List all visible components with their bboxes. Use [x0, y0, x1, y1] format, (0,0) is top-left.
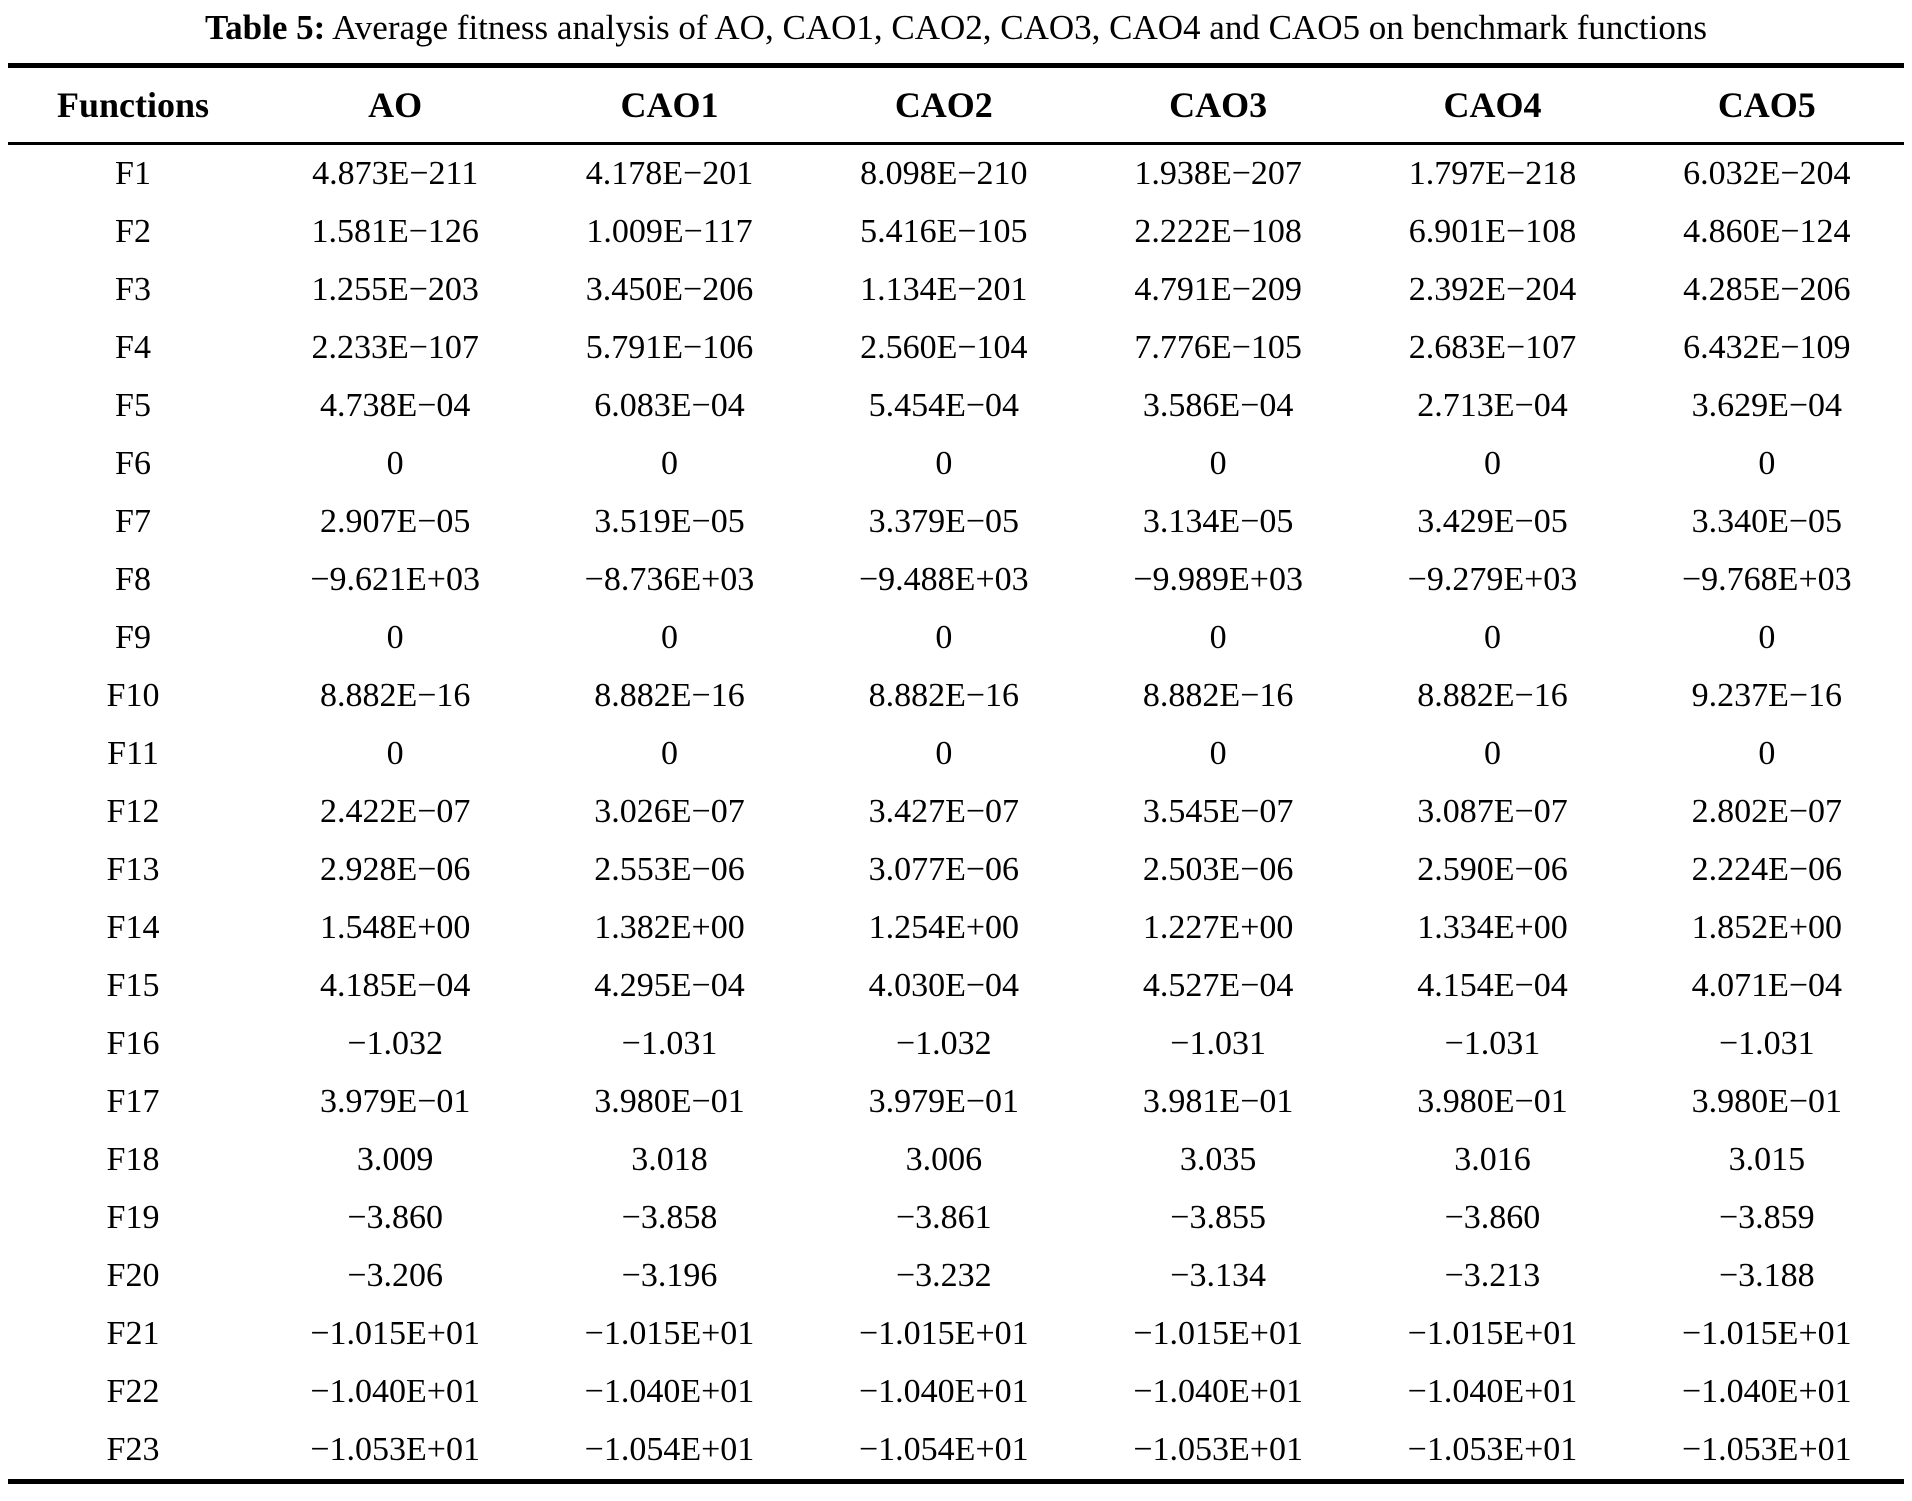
fitness-value: 1.581E−126 [311, 213, 479, 250]
fitness-value: 2.233E−107 [311, 329, 479, 366]
fitness-value: 1.797E−218 [1408, 155, 1577, 192]
fitness-value: 0 [660, 619, 678, 656]
fitness-value: 3.980E−01 [1417, 1083, 1568, 1120]
fitness-value: 6.032E−204 [1683, 155, 1851, 192]
table-row [8, 551, 1904, 609]
fitness-value: 5.454E−04 [868, 387, 1020, 424]
table-row [8, 1189, 1904, 1247]
fitness-value: 3.026E−07 [594, 793, 745, 830]
fitness-value: −1.031 [1444, 1025, 1541, 1062]
fitness-value: 1.227E+00 [1142, 909, 1294, 946]
fitness-value: −3.858 [621, 1199, 718, 1236]
table-row [8, 957, 1904, 1015]
fitness-value: 0 [1483, 619, 1501, 656]
fitness-value: −1.015E+01 [310, 1315, 480, 1352]
column-header-functions: Functions [8, 66, 258, 144]
table-row [8, 1363, 1904, 1421]
table-row [8, 144, 1904, 204]
fitness-value: 2.713E−04 [1417, 387, 1568, 424]
fitness-value: 5.416E−105 [860, 213, 1028, 250]
fitness-value: 4.295E−04 [594, 967, 745, 1004]
fitness-value: −1.032 [895, 1025, 992, 1062]
fitness-value: 9.237E−16 [1691, 677, 1843, 714]
fitness-value: 4.285E−206 [1683, 271, 1851, 308]
function-label: F12 [106, 793, 160, 830]
fitness-value: −3.213 [1444, 1257, 1541, 1294]
fitness-value: −1.015E+01 [1133, 1315, 1303, 1352]
table-caption-text: Average fitness analysis of AO, CAO1, CAO2, CAO3, CAO4 and CAO5 on benchmark functions [325, 8, 1707, 47]
table-row [8, 1015, 1904, 1073]
fitness-value: −1.053E+01 [1407, 1431, 1578, 1468]
fitness-value: 3.035 [1179, 1141, 1257, 1178]
fitness-value: −1.040E+01 [1133, 1373, 1303, 1410]
fitness-value: −1.053E+01 [1682, 1431, 1852, 1468]
fitness-value: 0 [386, 445, 404, 482]
function-label: F6 [115, 445, 151, 482]
fitness-value: 0 [386, 735, 404, 772]
fitness-value: 1.254E+00 [868, 909, 1020, 946]
fitness-value: 3.979E−01 [319, 1083, 471, 1120]
fitness-value: 0 [1483, 735, 1501, 772]
function-label: F8 [115, 561, 151, 598]
fitness-value: 1.009E−117 [586, 213, 753, 250]
header-row [8, 66, 1904, 144]
table-row [8, 725, 1904, 783]
fitness-value: 1.938E−207 [1134, 155, 1302, 192]
function-label: F14 [106, 909, 160, 946]
function-label: F10 [106, 677, 160, 714]
column-header-cao3: CAO3 [1081, 66, 1355, 144]
function-label: F3 [115, 271, 151, 308]
fitness-value: −1.040E+01 [1407, 1373, 1578, 1410]
fitness-value: −3.232 [895, 1257, 992, 1294]
fitness-value: 3.980E−01 [594, 1083, 745, 1120]
fitness-value: 3.981E−01 [1142, 1083, 1294, 1120]
fitness-value: 1.382E+00 [594, 909, 745, 946]
table-row [8, 667, 1904, 725]
function-label: F4 [115, 329, 151, 366]
fitness-value: 3.009 [356, 1141, 434, 1178]
fitness-value: 1.548E+00 [319, 909, 471, 946]
fitness-value: 8.882E−16 [319, 677, 471, 714]
function-label: F11 [107, 735, 159, 772]
fitness-value: 3.340E−05 [1691, 503, 1843, 540]
fitness-value: 0 [1209, 445, 1227, 482]
function-label: F15 [106, 967, 160, 1004]
column-header-cao1: CAO1 [532, 66, 806, 144]
fitness-value: 4.860E−124 [1683, 213, 1851, 250]
function-label: F2 [115, 213, 151, 250]
fitness-value: 0 [935, 735, 953, 772]
fitness-value: 2.590E−06 [1417, 851, 1568, 888]
fitness-value: −9.488E+03 [859, 561, 1029, 598]
function-label: F5 [115, 387, 151, 424]
fitness-value: 3.429E−05 [1417, 503, 1568, 540]
table-header [8, 66, 1904, 144]
fitness-value: 3.379E−05 [868, 503, 1020, 540]
fitness-value: 3.077E−06 [868, 851, 1020, 888]
table-caption-label: Table 5: [205, 8, 326, 47]
fitness-value: 7.776E−105 [1134, 329, 1302, 366]
fitness-value: 2.222E−108 [1134, 213, 1302, 250]
fitness-value: 3.016 [1454, 1141, 1531, 1178]
fitness-value: 4.178E−201 [585, 155, 754, 192]
fitness-value: −3.860 [1444, 1199, 1541, 1236]
fitness-value: 1.134E−201 [860, 271, 1028, 308]
fitness-value: −3.134 [1170, 1257, 1266, 1294]
fitness-value: 2.553E−06 [594, 851, 745, 888]
table-row [8, 493, 1904, 551]
fitness-table [8, 63, 1904, 1484]
function-label: F9 [115, 619, 151, 656]
fitness-value: 1.852E+00 [1691, 909, 1843, 946]
fitness-value: −3.196 [621, 1257, 718, 1294]
table-row [8, 435, 1904, 493]
fitness-value: 3.629E−04 [1691, 387, 1843, 424]
fitness-value: 3.519E−05 [594, 503, 745, 540]
table-row [8, 609, 1904, 667]
fitness-value: −1.015E+01 [1407, 1315, 1578, 1352]
fitness-value: 6.432E−109 [1683, 329, 1851, 366]
fitness-value: −1.054E+01 [859, 1431, 1029, 1468]
fitness-value: −9.279E+03 [1407, 561, 1578, 598]
fitness-value: 0 [1483, 445, 1501, 482]
table-row [8, 261, 1904, 319]
fitness-value: 0 [1209, 735, 1227, 772]
table-row [8, 841, 1904, 899]
table-caption [0, 0, 1912, 48]
fitness-value: 4.791E−209 [1134, 271, 1302, 308]
fitness-value: 4.154E−04 [1417, 967, 1568, 1004]
fitness-value: −1.040E+01 [584, 1373, 755, 1410]
fitness-value: 8.882E−16 [868, 677, 1020, 714]
fitness-value: −1.031 [621, 1025, 718, 1062]
fitness-value: 6.083E−04 [594, 387, 745, 424]
fitness-value: 3.015 [1728, 1141, 1806, 1178]
table-row [8, 1131, 1904, 1189]
fitness-value: −3.206 [347, 1257, 443, 1294]
fitness-value: 2.224E−06 [1691, 851, 1843, 888]
function-label: F17 [106, 1083, 160, 1120]
fitness-value: 4.527E−04 [1142, 967, 1294, 1004]
fitness-value: 3.134E−05 [1142, 503, 1294, 540]
column-header-cao2: CAO2 [807, 66, 1081, 144]
fitness-value: 3.979E−01 [868, 1083, 1020, 1120]
function-label: F19 [106, 1199, 160, 1236]
fitness-value: −3.188 [1718, 1257, 1815, 1294]
fitness-value: −1.015E+01 [1682, 1315, 1852, 1352]
fitness-value: 3.427E−07 [868, 793, 1020, 830]
function-label: F18 [106, 1141, 160, 1178]
column-header-cao5: CAO5 [1630, 66, 1904, 144]
fitness-value: 0 [935, 619, 953, 656]
table-body [8, 144, 1904, 1482]
table-row [8, 899, 1904, 957]
fitness-value: −3.859 [1718, 1199, 1815, 1236]
fitness-value: −1.031 [1718, 1025, 1815, 1062]
column-header-ao: AO [258, 66, 532, 144]
fitness-value: 4.873E−211 [312, 155, 479, 192]
function-label: F21 [106, 1315, 160, 1352]
fitness-value: 3.018 [631, 1141, 708, 1178]
fitness-value: 4.030E−04 [868, 967, 1020, 1004]
fitness-value: 2.560E−104 [860, 329, 1028, 366]
fitness-value: 0 [935, 445, 953, 482]
table-row [8, 1305, 1904, 1363]
table-row [8, 203, 1904, 261]
fitness-value: 0 [386, 619, 404, 656]
fitness-value: −1.032 [347, 1025, 443, 1062]
fitness-value: −1.053E+01 [310, 1431, 480, 1468]
fitness-value: 2.907E−05 [319, 503, 471, 540]
fitness-value: 2.422E−07 [319, 793, 471, 830]
fitness-value: 6.901E−108 [1408, 213, 1577, 250]
fitness-value: 2.802E−07 [1691, 793, 1843, 830]
table-row [8, 377, 1904, 435]
function-label: F16 [106, 1025, 160, 1062]
fitness-value: −8.736E+03 [584, 561, 755, 598]
fitness-value: −9.768E+03 [1682, 561, 1852, 598]
fitness-value: −1.015E+01 [584, 1315, 755, 1352]
fitness-value: 8.882E−16 [1417, 677, 1568, 714]
fitness-value: 4.738E−04 [319, 387, 471, 424]
fitness-value: −1.040E+01 [1682, 1373, 1852, 1410]
fitness-value: 3.545E−07 [1142, 793, 1294, 830]
fitness-value: −1.040E+01 [310, 1373, 480, 1410]
table-row [8, 1073, 1904, 1131]
fitness-value: −1.040E+01 [859, 1373, 1029, 1410]
fitness-value: 0 [660, 735, 678, 772]
fitness-value: 3.980E−01 [1691, 1083, 1843, 1120]
fitness-value: 0 [1758, 735, 1776, 772]
fitness-value: 8.882E−16 [594, 677, 745, 714]
fitness-value: 8.882E−16 [1142, 677, 1294, 714]
fitness-value: 0 [1758, 619, 1776, 656]
fitness-value: −1.015E+01 [859, 1315, 1029, 1352]
fitness-value: 0 [1758, 445, 1776, 482]
table-row [8, 783, 1904, 841]
fitness-value: −1.054E+01 [584, 1431, 755, 1468]
function-label: F7 [115, 503, 151, 540]
function-label: F23 [106, 1431, 160, 1468]
fitness-value: 3.087E−07 [1417, 793, 1568, 830]
fitness-value: 8.098E−210 [860, 155, 1028, 192]
table-row [8, 319, 1904, 377]
fitness-value: 1.334E+00 [1417, 909, 1568, 946]
fitness-value: −1.031 [1170, 1025, 1266, 1062]
fitness-value: −3.861 [895, 1199, 992, 1236]
fitness-value: 0 [660, 445, 678, 482]
fitness-value: 2.928E−06 [319, 851, 471, 888]
function-label: F1 [115, 155, 151, 192]
fitness-value: 2.683E−107 [1408, 329, 1577, 366]
fitness-value: 5.791E−106 [585, 329, 754, 366]
function-label: F22 [106, 1373, 160, 1410]
fitness-value: 4.071E−04 [1691, 967, 1843, 1004]
fitness-value: −3.860 [347, 1199, 443, 1236]
function-label: F20 [106, 1257, 160, 1294]
fitness-value: 3.006 [905, 1141, 983, 1178]
fitness-value: 3.450E−206 [585, 271, 754, 308]
fitness-value: −1.053E+01 [1133, 1431, 1303, 1468]
fitness-value: −9.989E+03 [1133, 561, 1303, 598]
table-row [8, 1247, 1904, 1305]
column-header-cao4: CAO4 [1355, 66, 1629, 144]
fitness-value: −3.855 [1170, 1199, 1266, 1236]
fitness-value: 0 [1209, 619, 1227, 656]
fitness-value: 4.185E−04 [319, 967, 471, 1004]
fitness-value: 1.255E−203 [311, 271, 479, 308]
function-label: F13 [106, 851, 160, 888]
table-row [8, 1421, 1904, 1482]
fitness-value: 3.586E−04 [1142, 387, 1294, 424]
fitness-value: 2.392E−204 [1408, 271, 1577, 308]
fitness-value: −9.621E+03 [310, 561, 480, 598]
fitness-value: 2.503E−06 [1142, 851, 1294, 888]
